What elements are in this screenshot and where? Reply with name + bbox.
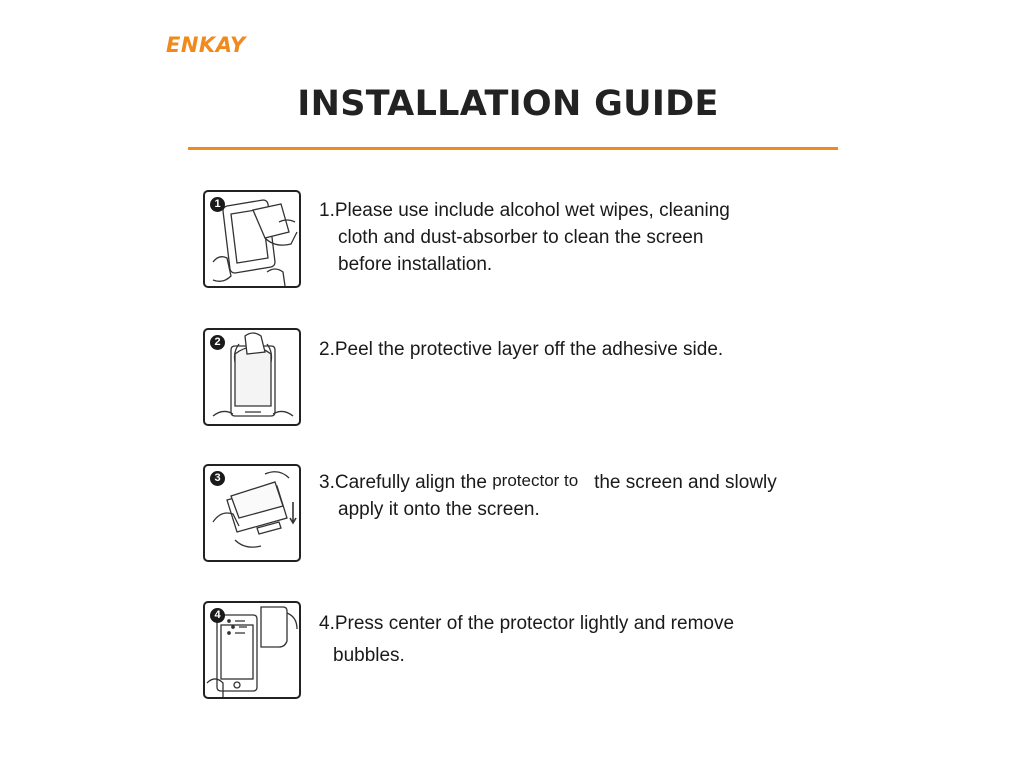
step-2-illustration: [203, 328, 301, 426]
step-4-illustration: [203, 601, 301, 699]
step-1-badge: 1: [210, 197, 225, 212]
step-2-line-1: 2.Peel the protective layer off the adhesive side.: [319, 339, 724, 360]
step-3-illustration: [203, 464, 301, 562]
title-divider: [188, 147, 838, 150]
step-4-text: [319, 608, 859, 672]
step-2-text: [319, 336, 859, 363]
step-1-illustration: [203, 190, 301, 288]
step-1-line-3: before installation.: [338, 254, 493, 275]
step-1-line-1: 1.Please use include alcohol wet wipes, cleaning: [319, 200, 730, 221]
step-4-badge: 4: [210, 608, 225, 623]
step-4-line-1: 4.Press center of the protector lightly and remove: [319, 613, 735, 634]
step-3-line-1-part-b: protector to: [492, 471, 579, 490]
step-3-line-1: [319, 469, 859, 496]
step-3-line-1-part-a: 3.Carefully align the: [319, 472, 487, 493]
page-title: INSTALLATION GUIDE: [297, 84, 719, 124]
step-1-text: [319, 197, 859, 278]
step-4-line-2: bubbles.: [333, 645, 405, 666]
step-2-badge: 2: [210, 335, 225, 350]
step-3-line-2: apply it onto the screen.: [338, 499, 540, 520]
step-3-text: [319, 469, 859, 523]
step-1-line-2: cloth and dust-absorber to clean the screen: [338, 227, 704, 248]
brand-logo: ENKAY: [166, 33, 246, 57]
step-3-line-1-part-c: the screen and slowly: [594, 472, 777, 493]
step-3-badge: 3: [210, 471, 225, 486]
